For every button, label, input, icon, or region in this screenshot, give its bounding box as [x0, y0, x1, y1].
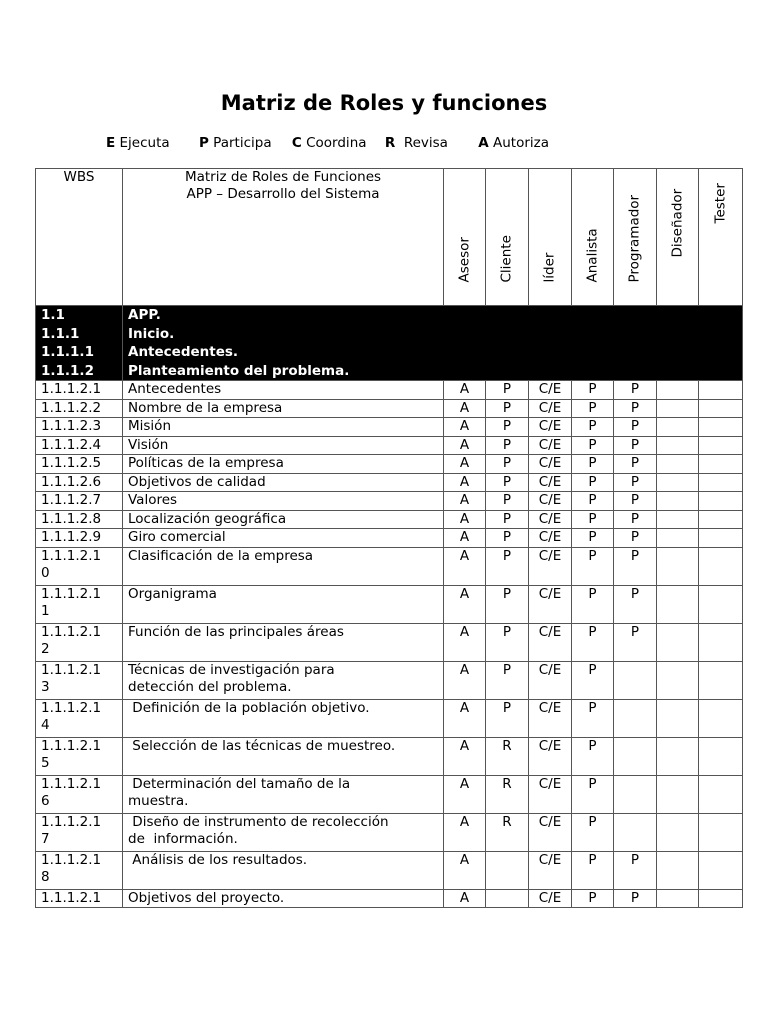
role-assignment-cell: P [486, 381, 529, 400]
role-assignment-cell: P [572, 381, 614, 400]
table-row [36, 661, 743, 699]
role-assignment-cell [699, 455, 743, 474]
role-assignment-cell: A [444, 661, 486, 699]
role-assignment-cell: A [444, 737, 486, 775]
role-assignment-cell: P [486, 473, 529, 492]
role-assignment-cell: C/E [529, 661, 572, 699]
header-description-line1: Matriz de Roles de Funciones [184, 169, 382, 185]
role-assignment-cell: A [444, 585, 486, 623]
wbs-code-cell: 1.1.1.2.8 [36, 510, 123, 529]
role-assignment-cell: P [572, 473, 614, 492]
legend-item-revisa [385, 135, 448, 151]
role-assignment-cell [657, 455, 699, 474]
role-assignment-cell [614, 813, 657, 851]
role-assignment-cell: P [486, 399, 529, 418]
table-row [36, 775, 743, 813]
legend-item-autoriza [478, 135, 549, 151]
legend-key: C [291, 135, 302, 151]
role-assignment-cell: A [444, 510, 486, 529]
section-names [123, 306, 743, 381]
role-assignment-cell: A [444, 381, 486, 400]
role-assignment-cell: C/E [529, 529, 572, 548]
task-name-cell: Objetivos del proyecto. [123, 889, 444, 908]
table-row [36, 851, 743, 889]
role-assignment-cell [657, 889, 699, 908]
role-assignment-cell: P [486, 661, 529, 699]
role-assignment-cell [699, 585, 743, 623]
role-assignment-cell [614, 661, 657, 699]
wbs-code-cell: 1.1.1.2.1 3 [36, 661, 123, 699]
task-name-cell: Visión [123, 436, 444, 455]
role-assignment-cell: A [444, 813, 486, 851]
role-assignment-cell: P [572, 399, 614, 418]
task-name-cell: Clasificación de la empresa [123, 547, 444, 585]
legend [106, 135, 549, 151]
role-assignment-cell [699, 436, 743, 455]
role-assignment-cell: C/E [529, 547, 572, 585]
header-role-tester [699, 169, 743, 306]
role-assignment-cell: C/E [529, 585, 572, 623]
role-assignment-cell: C/E [529, 399, 572, 418]
role-assignment-cell [699, 381, 743, 400]
page-title: Matriz de Roles y funciones [220, 91, 548, 115]
role-assignment-cell [699, 851, 743, 889]
legend-item-participa [199, 135, 272, 151]
role-assignment-cell: C/E [529, 889, 572, 908]
role-assignment-cell: A [444, 399, 486, 418]
section-name: Inicio. [128, 325, 175, 342]
task-name-cell: Determinación del tamaño de la muestra. [123, 775, 444, 813]
table-row [36, 473, 743, 492]
role-assignment-cell: C/E [529, 381, 572, 400]
role-assignment-cell: P [572, 851, 614, 889]
table-row [36, 623, 743, 661]
role-assignment-cell: P [614, 399, 657, 418]
legend-key: A [478, 135, 489, 151]
role-assignment-cell: P [486, 623, 529, 661]
table-row [36, 529, 743, 548]
wbs-code-cell: 1.1.1.2.3 [36, 418, 123, 437]
table-row [36, 889, 743, 908]
role-assignment-cell [699, 399, 743, 418]
role-assignment-cell: P [614, 492, 657, 511]
table-row [36, 737, 743, 775]
role-assignment-cell [699, 529, 743, 548]
role-assignment-cell: A [444, 547, 486, 585]
role-assignment-cell: P [486, 547, 529, 585]
role-assignment-cell [657, 510, 699, 529]
role-assignment-cell [614, 699, 657, 737]
role-assignment-cell: P [572, 510, 614, 529]
role-assignment-cell: P [614, 529, 657, 548]
role-assignment-cell: C/E [529, 623, 572, 661]
role-assignment-cell: P [486, 418, 529, 437]
role-assignment-cell: P [614, 585, 657, 623]
header-role-analista [572, 169, 614, 306]
legend-label: Autoriza [493, 135, 550, 151]
role-assignment-cell: A [444, 492, 486, 511]
table-row [36, 381, 743, 400]
role-assignment-cell: C/E [529, 737, 572, 775]
role-assignment-cell [657, 473, 699, 492]
header-description [123, 169, 444, 306]
role-assignment-cell: A [444, 699, 486, 737]
legend-key: E [106, 135, 116, 151]
role-assignment-cell: C/E [529, 436, 572, 455]
task-name-cell: Nombre de la empresa [123, 399, 444, 418]
role-label: Cliente [498, 235, 515, 283]
section-codes [36, 306, 123, 381]
role-assignment-cell: A [444, 851, 486, 889]
task-name-cell: Técnicas de investigación para detección del problema. [123, 661, 444, 699]
role-label: líder [541, 252, 558, 283]
wbs-code-cell: 1.1.1.2.9 [36, 529, 123, 548]
role-assignment-cell [657, 699, 699, 737]
task-name-cell: Diseño de instrumento de recolección de información. [123, 813, 444, 851]
section-header-row [36, 306, 743, 381]
role-assignment-cell: P [486, 510, 529, 529]
role-assignment-cell: P [572, 813, 614, 851]
wbs-code-cell: 1.1.1.2.1 [36, 889, 123, 908]
role-assignment-cell: C/E [529, 851, 572, 889]
task-name-cell: Antecedentes [123, 381, 444, 400]
role-assignment-cell [657, 737, 699, 775]
role-assignment-cell: P [572, 623, 614, 661]
table-row [36, 455, 743, 474]
role-assignment-cell: P [486, 492, 529, 511]
header-wbs: WBS [36, 169, 123, 306]
role-assignment-cell [657, 418, 699, 437]
legend-key: P [198, 135, 209, 151]
section-name: Antecedentes. [128, 344, 239, 360]
header-role-disenador [657, 169, 699, 306]
section-code: 1.1 [41, 307, 65, 323]
legend-label: Participa [213, 135, 272, 151]
role-assignment-cell: P [614, 473, 657, 492]
wbs-code-cell: 1.1.1.2.4 [36, 436, 123, 455]
wbs-code-cell: 1.1.1.2.1 5 [36, 737, 123, 775]
role-assignment-cell [657, 775, 699, 813]
role-assignment-cell: A [444, 889, 486, 908]
role-assignment-cell [614, 775, 657, 813]
role-assignment-cell [699, 547, 743, 585]
role-assignment-cell [657, 436, 699, 455]
role-assignment-cell: A [444, 529, 486, 548]
role-assignment-cell [657, 492, 699, 511]
table-header-row [36, 169, 743, 306]
role-assignment-cell: A [444, 436, 486, 455]
legend-label: Ejecuta [119, 135, 170, 151]
legend-label: Coordina [306, 135, 367, 151]
role-assignment-cell: P [614, 623, 657, 661]
legend-item-coordina [292, 135, 367, 151]
role-assignment-cell [657, 623, 699, 661]
wbs-code-cell: 1.1.1.2.1 8 [36, 851, 123, 889]
role-assignment-cell: P [572, 529, 614, 548]
header-role-cliente [486, 169, 529, 306]
role-assignment-cell [699, 418, 743, 437]
section-code: 1.1.1.2 [41, 362, 94, 379]
section-code: 1.1.1 [41, 325, 80, 342]
role-assignment-cell [699, 737, 743, 775]
role-assignment-cell [486, 889, 529, 908]
role-assignment-cell [699, 775, 743, 813]
task-name-cell: Misión [123, 418, 444, 437]
task-name-cell: Análisis de los resultados. [123, 851, 444, 889]
roles-matrix-table [35, 168, 743, 908]
role-assignment-cell: C/E [529, 813, 572, 851]
task-name-cell: Giro comercial [123, 529, 444, 548]
task-name-cell: Políticas de la empresa [123, 455, 444, 474]
table-row [36, 418, 743, 437]
role-assignment-cell [657, 529, 699, 548]
role-assignment-cell: P [486, 455, 529, 474]
role-assignment-cell [699, 473, 743, 492]
role-assignment-cell [657, 547, 699, 585]
role-assignment-cell: P [614, 547, 657, 585]
section-code: 1.1.1.1 [41, 344, 94, 360]
role-assignment-cell [657, 813, 699, 851]
table-row [36, 813, 743, 851]
role-assignment-cell [657, 851, 699, 889]
role-assignment-cell [699, 661, 743, 699]
role-assignment-cell [657, 585, 699, 623]
role-assignment-cell [486, 851, 529, 889]
role-assignment-cell: P [614, 436, 657, 455]
role-assignment-cell: C/E [529, 510, 572, 529]
role-assignment-cell: P [614, 889, 657, 908]
role-assignment-cell: R [486, 775, 529, 813]
role-label: Diseñador [669, 188, 685, 258]
role-assignment-cell [699, 889, 743, 908]
table-row [36, 699, 743, 737]
role-label: Tester [712, 183, 728, 224]
role-assignment-cell: P [614, 418, 657, 437]
role-assignment-cell: P [486, 436, 529, 455]
wbs-code-cell: 1.1.1.2.1 0 [36, 547, 123, 585]
role-assignment-cell: A [444, 623, 486, 661]
table-row [36, 547, 743, 585]
table-row [36, 399, 743, 418]
role-assignment-cell [699, 813, 743, 851]
legend-key: R [384, 135, 396, 151]
role-assignment-cell: P [572, 699, 614, 737]
wbs-code-cell: 1.1.1.2.1 2 [36, 623, 123, 661]
role-assignment-cell [699, 492, 743, 511]
table-row [36, 585, 743, 623]
header-role-asesor [444, 169, 486, 306]
role-assignment-cell: P [572, 436, 614, 455]
header-role-lider [529, 169, 572, 306]
header-role-programador [614, 169, 657, 306]
section-name: Planteamiento del problema. [128, 362, 350, 379]
role-assignment-cell [657, 661, 699, 699]
role-assignment-cell: P [486, 585, 529, 623]
role-assignment-cell: A [444, 775, 486, 813]
legend-item-ejecuta [106, 135, 170, 151]
role-assignment-cell [657, 399, 699, 418]
header-description-line2: APP – Desarrollo del Sistema [186, 186, 380, 202]
role-assignment-cell: P [572, 737, 614, 775]
wbs-code-cell: 1.1.1.2.5 [36, 455, 123, 474]
role-assignment-cell: P [572, 585, 614, 623]
wbs-code-cell: 1.1.1.2.1 [36, 381, 123, 400]
wbs-code-cell: 1.1.1.2.2 [36, 399, 123, 418]
task-name-cell: Localización geográfica [123, 510, 444, 529]
role-assignment-cell [699, 623, 743, 661]
wbs-code-cell: 1.1.1.2.1 1 [36, 585, 123, 623]
role-label: Programador [626, 194, 643, 283]
table-row [36, 492, 743, 511]
role-assignment-cell: P [614, 510, 657, 529]
wbs-code-cell: 1.1.1.2.6 [36, 473, 123, 492]
role-assignment-cell: P [614, 851, 657, 889]
role-assignment-cell: C/E [529, 699, 572, 737]
role-assignment-cell: P [572, 775, 614, 813]
wbs-code-cell: 1.1.1.2.1 7 [36, 813, 123, 851]
role-assignment-cell: P [486, 699, 529, 737]
role-assignment-cell: A [444, 473, 486, 492]
role-assignment-cell: P [572, 661, 614, 699]
role-assignment-cell: C/E [529, 775, 572, 813]
role-assignment-cell: R [486, 813, 529, 851]
task-rows [36, 381, 743, 908]
role-assignment-cell: C/E [529, 455, 572, 474]
role-assignment-cell [699, 510, 743, 529]
role-assignment-cell: P [614, 455, 657, 474]
section-name: APP. [128, 307, 161, 323]
task-name-cell: Organigrama [123, 585, 444, 623]
table-row [36, 436, 743, 455]
role-assignment-cell [699, 699, 743, 737]
role-assignment-cell: C/E [529, 418, 572, 437]
role-label: Analista [584, 228, 600, 283]
role-assignment-cell: C/E [529, 492, 572, 511]
role-assignment-cell: A [444, 418, 486, 437]
role-assignment-cell: P [572, 547, 614, 585]
role-assignment-cell: P [572, 889, 614, 908]
task-name-cell: Función de las principales áreas [123, 623, 444, 661]
role-assignment-cell: P [572, 455, 614, 474]
role-assignment-cell: P [572, 418, 614, 437]
wbs-code-cell: 1.1.1.2.7 [36, 492, 123, 511]
legend-label: Revisa [403, 135, 448, 151]
wbs-code-cell: 1.1.1.2.1 4 [36, 699, 123, 737]
role-assignment-cell [614, 737, 657, 775]
task-name-cell: Selección de las técnicas de muestreo. [123, 737, 444, 775]
wbs-code-cell: 1.1.1.2.1 6 [36, 775, 123, 813]
role-assignment-cell: P [572, 492, 614, 511]
task-name-cell: Valores [123, 492, 444, 511]
role-assignment-cell: P [486, 529, 529, 548]
role-assignment-cell: P [614, 381, 657, 400]
task-name-cell: Definición de la población objetivo. [123, 699, 444, 737]
role-assignment-cell: C/E [529, 473, 572, 492]
table-row [36, 510, 743, 529]
role-assignment-cell: A [444, 455, 486, 474]
role-assignment-cell: R [486, 737, 529, 775]
role-label: Asesor [456, 237, 472, 283]
task-name-cell: Objetivos de calidad [123, 473, 444, 492]
role-assignment-cell [657, 381, 699, 400]
